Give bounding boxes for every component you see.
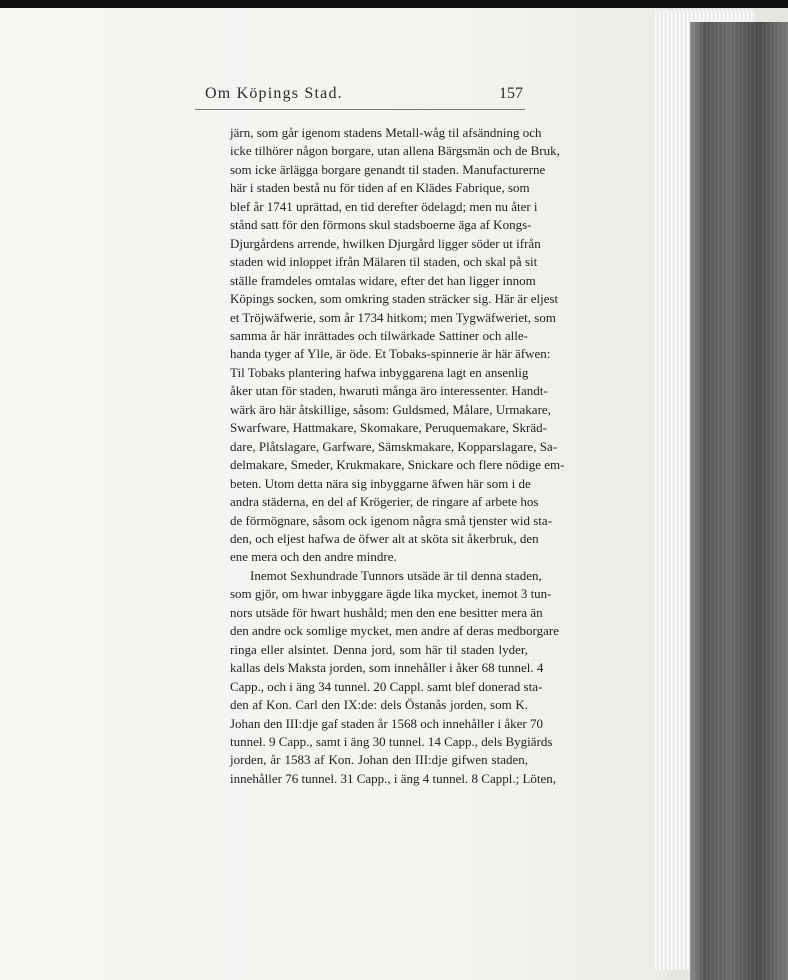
text-line: dare, Plåtslagare, Garfware, Sämskmakare, Kopparslagare, Sa- xyxy=(230,438,558,454)
text-line: Djurgårdens arrende, hwilken Djurgård ligger söder ut ifrån xyxy=(230,235,541,251)
text-line: som icke ärlägga borgare genandt til staden. Manufacturerne xyxy=(230,161,546,177)
text-line: innehåller 76 tunnel. 31 Capp., i äng 4 tunnel. 8 Cappl.; Löten, xyxy=(230,770,557,786)
text-line: tunnel. 9 Capp., samt i äng 30 tunnel. 14 Capp., dels Bygiärds xyxy=(230,733,553,749)
text-line: de förmögnare, såsom ock igenom några små tjenster wid sta- xyxy=(230,512,553,528)
text-line: handa tyger af Ylle, är öde. Et Tobaks-spinnerie är här äfwen: xyxy=(230,346,551,362)
text-line: som gjör, om hwar inbyggare ägde lika mycket, inemot 3 tun- xyxy=(230,586,552,602)
text-line: ringa eller alsintet. Denna jord, som här til staden lyder, xyxy=(230,641,528,657)
text-line: åker utan för staden, hwaruti många äro interessenter. Handt- xyxy=(230,383,548,399)
text-line: Köpings socken, som omkring staden sträcker sig. Här är eljest xyxy=(230,291,559,307)
text-line: andra städerna, en del af Krögerier, de ringare af arbete hos xyxy=(230,494,539,510)
text-line: här i staden bestå nu för tiden af en Klädes Fabrique, som xyxy=(230,180,530,196)
text-line: blef år 1741 uprättad, en tid derefter ödelagd; men nu åter i xyxy=(230,198,538,214)
page-header xyxy=(205,85,523,109)
text-line: delmakare, Smeder, Krukmakare, Snickare och flere nödige em- xyxy=(230,457,565,473)
text-line: den af Kon. Carl den IX:de: dels Östanås jorden, som K. xyxy=(230,697,528,713)
text-line: kallas dels Maksta jorden, som innehåller i åker 68 tunnel. 4 xyxy=(230,660,544,676)
body-text xyxy=(230,124,565,788)
text-line: beten. Utom detta nära sig inbyggarne äfwen här som i de xyxy=(230,475,531,491)
scan-top-edge xyxy=(0,0,788,8)
text-line: Swarfware, Hattmakare, Skomakare, Peruquemakare, Skräd- xyxy=(230,420,547,436)
text-line: samma år här inrättades och tilwärkade Sattiner och alle- xyxy=(230,327,528,343)
text-line: den, och eljest hafwa de öfwer alt at sköta sit åkerbruk, den xyxy=(230,530,539,546)
text-line: Johan den III:dje gaf staden år 1568 och innehåller i åker 70 xyxy=(230,715,543,731)
text-line: ställe framdeles omtalas widare, efter det han ligger innom xyxy=(230,272,536,288)
text-line: den andre ock somlige mycket, men andre af deras medborgare xyxy=(230,623,559,639)
text-line: ene mera och den andre mindre. xyxy=(230,549,397,565)
text-line: stånd satt för den förmons skul stadsboerne äga af Kongs- xyxy=(230,217,532,233)
text-line: Capp., och i äng 34 tunnel. 20 Cappl. samt blef donerad sta- xyxy=(230,678,543,694)
header-rule xyxy=(195,109,525,110)
text-line: wärk äro här åtskillige, såsom: Guldsmed, Målare, Urmakare, xyxy=(230,401,551,417)
text-line: järn, som går igenom stadens Metall-wåg til afsändning och xyxy=(230,125,542,140)
text-line: Til Tobaks plantering hafwa inbyggarena lagt en ansenlig xyxy=(230,364,529,380)
book-block-texture xyxy=(690,22,788,980)
text-line: et Tröjwäfwerie, som år 1734 hitkom; men Tygwäfweriet, som xyxy=(230,309,556,325)
text-line: jorden, år 1583 af Kon. Johan den III:dje gifwen staden, xyxy=(230,752,528,768)
page-number: 157 xyxy=(499,85,523,102)
text-line: nors utsäde för hwart hushåld; men den ene besitter mera än xyxy=(230,604,543,620)
text-line: staden wid inloppet ifrån Mälaren til staden, och skal på sit xyxy=(230,254,538,270)
text-line: icke tilhörer någon borgare, utan allena Bärgsmän och de Bruk, xyxy=(230,143,560,159)
running-title: Om Köpings Stad. xyxy=(205,85,343,102)
text-line: Inemot Sexhundrade Tunnors utsäde är til denna staden, xyxy=(250,567,542,583)
